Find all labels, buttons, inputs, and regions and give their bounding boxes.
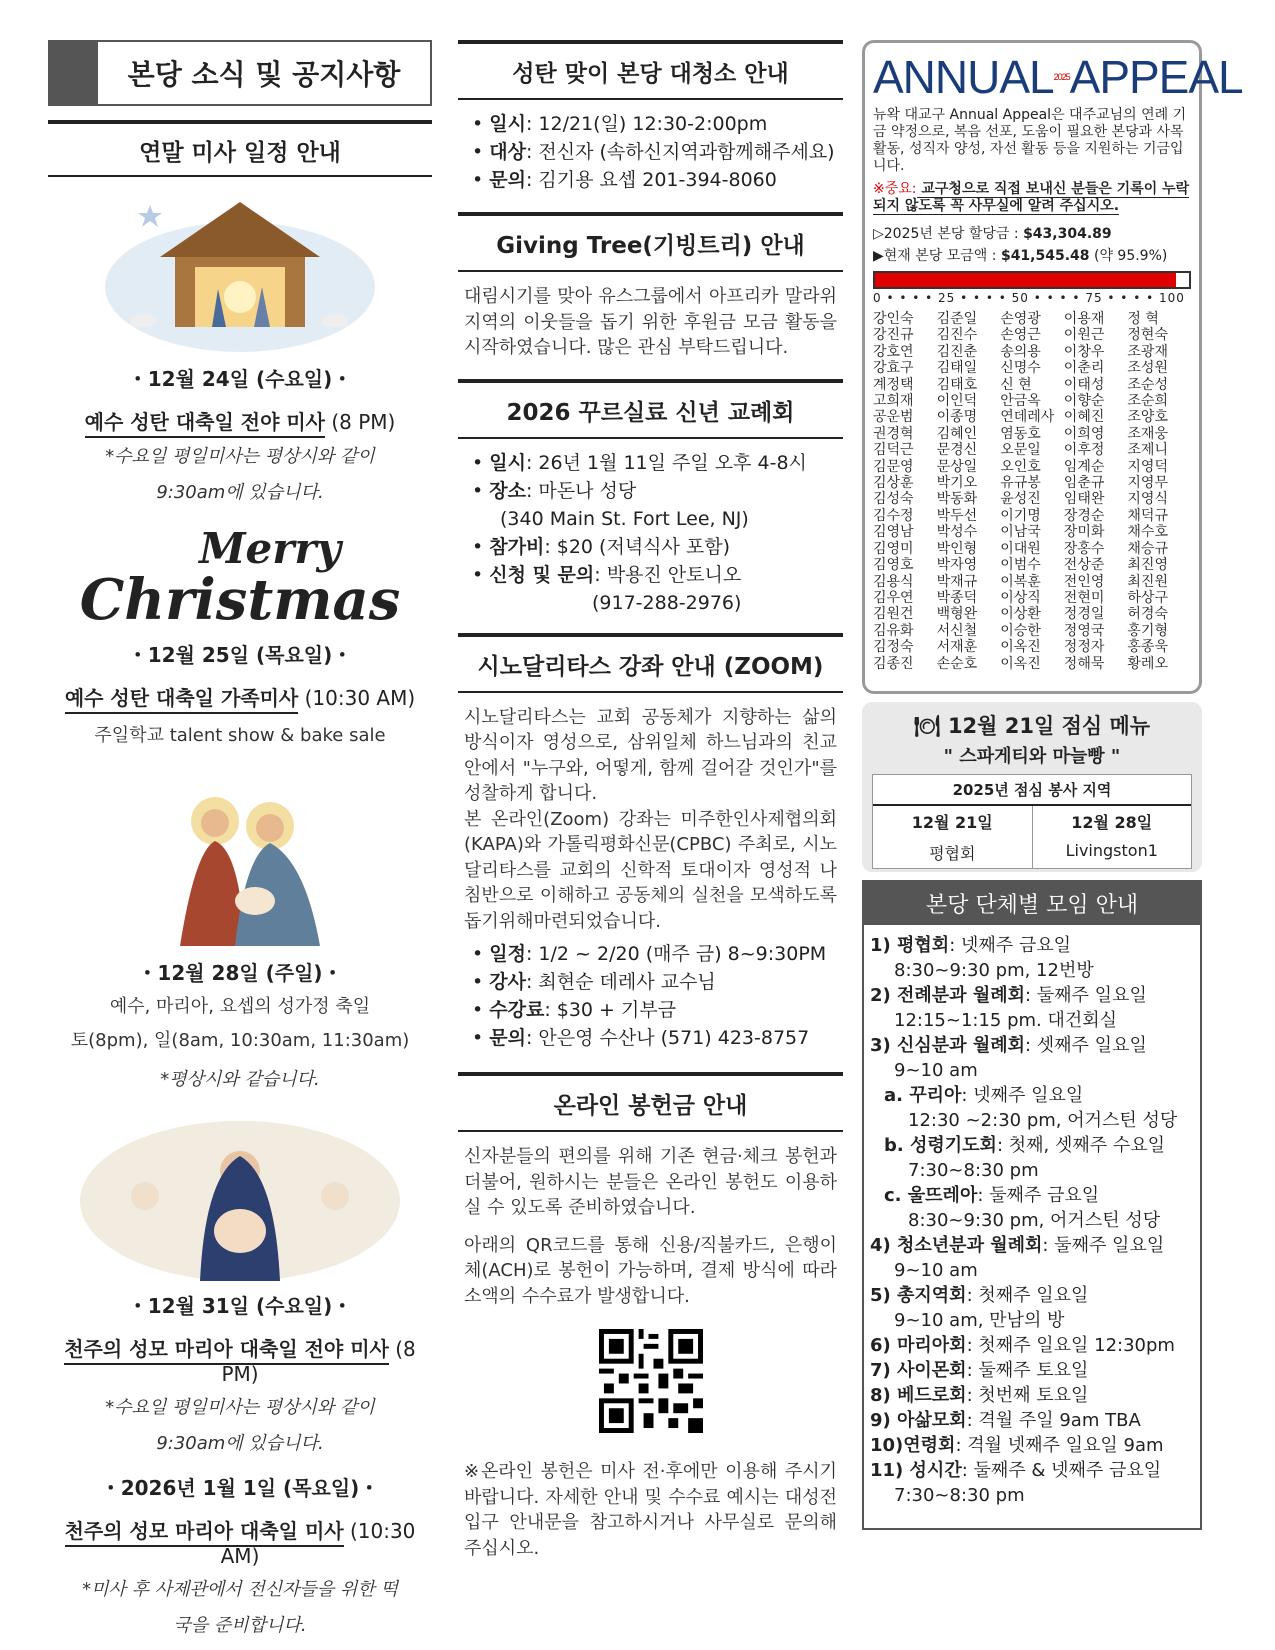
- donor-name: 이혜진: [1063, 409, 1105, 426]
- donor-name: 하상구: [1127, 589, 1168, 606]
- appeal-goal: ▷2025년 본당 할당금 : $43,304.89: [873, 226, 1112, 242]
- group-meeting-item: 6) 마리아회: 첫째주 일요일 12:30pm: [870, 1335, 1175, 1356]
- donor-name: 김진춘: [936, 343, 978, 360]
- cleaning-title: 성탄 맞이 본당 대청소 안내: [458, 40, 843, 100]
- donor-name: 박인형: [936, 540, 978, 557]
- donor-name: 조재웅: [1127, 425, 1168, 442]
- donor-name: 신 현: [1000, 376, 1032, 393]
- lunch-table-row: [873, 806, 1191, 837]
- group-meeting-item: 2) 전례분과 월례회: 둘째주 일요일 12:15~1:15 pm. 대건회실: [870, 985, 1147, 1031]
- appeal-raised: ▶현재 본당 모금액 : $41,545.48 (약 95.9%): [873, 248, 1168, 264]
- donor-name: 이기명: [1000, 507, 1041, 524]
- donor-name: 이후정: [1063, 442, 1105, 459]
- donor-name: 오문일: [1000, 442, 1041, 459]
- donor-name: 정정자: [1063, 639, 1105, 656]
- donor-name: 강인숙: [873, 311, 914, 327]
- jan1-mass: 천주의 성모 마리아 대축일 미사 (10:30 AM): [64, 1519, 416, 1568]
- online-offering-text2: 아래의 QR코드를 통해 신용/직불카드, 은행이체(ACH)로 봉헌이 가능하며, 결제 방식에 따라 소액의 수수료가 발생합니다.: [464, 1234, 837, 1307]
- donor-name: 이인덕: [936, 393, 978, 410]
- donor-name: 손영광: [1000, 311, 1041, 327]
- donor-name: 서재훈: [936, 639, 978, 656]
- donor-name: 김수정: [873, 507, 914, 524]
- appeal-progress-bar: [873, 271, 1191, 289]
- donor-name: 최진영: [1127, 557, 1168, 574]
- appeal-progress-scale: 0 • • • • 25 • • • • 50 • • • • 75 • • • • 100: [873, 291, 1185, 305]
- donor-name: 문상일: [936, 458, 978, 475]
- annual-appeal-box: [862, 40, 1243, 694]
- donor-name: 조순성: [1127, 376, 1168, 393]
- group-meetings-title: 본당 단체별 모임 안내: [864, 882, 1200, 925]
- donor-name: 박기오: [936, 475, 978, 492]
- donor-name: 이종명: [936, 409, 978, 426]
- donor-name: 박종덕: [936, 589, 978, 606]
- jan1-date: ・2026년 1월 1일 (목요일)・: [100, 1476, 380, 1500]
- donor-name: 이범수: [1000, 557, 1041, 574]
- donor-name: 김영미: [873, 540, 914, 557]
- donor-name: 강진규: [873, 327, 914, 344]
- donor-name: 손영근: [1000, 327, 1041, 344]
- donor-name: 채수호: [1127, 524, 1168, 541]
- donor-name: 이남국: [1000, 524, 1041, 541]
- group-meeting-item: 4) 청소년분과 월례회: 둘째주 일요일 9~10 am: [870, 1235, 1165, 1281]
- donor-name: 김용식: [873, 573, 914, 590]
- group-meetings-box: [862, 880, 1202, 1530]
- synodality-intro: 시노달리타스는 교회 공동체가 지향하는 삶의 방식이자 영성으로, 삼위일체 하느님과의 친교 안에서 "누구와, 어떻게, 함께 걸어갈 것인가"를 성찰하게 합니다. 본 온라인(Zoom) 강좌는 미주한인사제협의회(KAPA)와 가톨릭평화신문(CPBC) 주최로, 시노달리타스를 교회의 신학적 토대이자 영성적 나침반으로 이해하고 공동체의 실천을 모색하도록 돕기위해마련되었습니다.: [464, 706, 837, 932]
- donor-name: 최진원: [1127, 573, 1168, 590]
- column-notices: [458, 40, 843, 1573]
- cursillo-item: • 참가비: $20 (저녁식사 포함): [472, 533, 843, 561]
- donor-name: 조제니: [1127, 442, 1168, 459]
- donor-name: 고희재: [873, 393, 914, 410]
- cursillo-item: • 일시: 26년 1월 11일 주일 오후 4-8시: [472, 449, 843, 477]
- jan1-note: *미사 후 사제관에서 전신자들을 위한 떡국을 준비합니다.: [82, 1579, 398, 1636]
- donor-name: 백형완: [936, 606, 978, 623]
- donor-name: 정 혁: [1127, 311, 1159, 327]
- lunch-menu-box: [862, 702, 1202, 872]
- column-schedule: [48, 40, 432, 1644]
- nativity-stable-image: [100, 177, 380, 357]
- donor-name: 황레오: [1127, 655, 1168, 672]
- lunch-table-title: 2025년 점심 봉사 지역: [873, 775, 1191, 806]
- donor-name: 유규봉: [1000, 475, 1041, 492]
- donor-name: 이옥진: [1000, 639, 1041, 656]
- dec28-line2: 토(8pm), 일(8am, 10:30am, 11:30am): [70, 1030, 410, 1051]
- synodality-title: 시노달리타스 강좌 안내 (ZOOM): [458, 633, 843, 693]
- donor-name: 지영덕: [1127, 458, 1168, 475]
- synodality-list: [458, 936, 843, 1062]
- synodality-item: • 문의: 안은영 수산나 (571) 423-8757: [472, 1024, 843, 1052]
- donor-name: 김태호: [936, 376, 978, 393]
- lunch-group-cell: 평협회: [929, 844, 976, 863]
- dec31-note: *수요일 평일미사는 평상시와 같이 9:30am에 있습니다.: [105, 1397, 375, 1454]
- donor-name: 장홍수: [1063, 540, 1105, 557]
- donor-name: 권경혁: [873, 425, 914, 442]
- donor-name: 문경신: [936, 442, 978, 459]
- donor-name: 이상환: [1000, 606, 1041, 623]
- donor-name: 김진수: [936, 327, 978, 344]
- holy-family-image: [120, 781, 360, 951]
- synodality-item: • 수강료: $30 + 기부금: [472, 996, 843, 1024]
- donor-name: 연데레사: [1000, 409, 1055, 426]
- dec28-line1: 예수, 마리아, 요셉의 성가정 축일: [109, 996, 371, 1017]
- dec24-date: ・12월 24일 (수요일)・: [127, 367, 353, 391]
- donor-name: 박성수: [936, 524, 978, 541]
- donor-name: 김정숙: [873, 639, 914, 656]
- donor-name: 전현미: [1063, 589, 1105, 606]
- dec24-note: *수요일 평일미사는 평상시와 같이 9:30am에 있습니다.: [105, 446, 375, 503]
- donor-name: 정해묵: [1063, 655, 1105, 672]
- group-meeting-item: 8) 베드로회: 첫번째 토요일: [870, 1385, 1089, 1406]
- donor-name: 이원근: [1063, 327, 1105, 344]
- donor-name: 이춘리: [1063, 360, 1105, 377]
- donor-name: 정경일: [1063, 606, 1105, 623]
- donor-name: 김준일: [936, 311, 978, 327]
- cleaning-item: • 일시: 12/21(일) 12:30-2:00pm: [472, 110, 843, 138]
- donor-name: 전인영: [1063, 573, 1105, 590]
- donor-name: 김우연: [873, 589, 914, 606]
- donor-name: 강호연: [873, 343, 914, 360]
- donor-name: 이복훈: [1000, 573, 1041, 590]
- donor-name: 이대원: [1000, 540, 1041, 557]
- donor-name: 서신철: [936, 622, 978, 639]
- donor-names-grid: [873, 311, 1191, 672]
- annual-appeal-title: $ANNUAL^{2025}APPEAL$: [873, 51, 1243, 103]
- dec28-date: ・12월 28일 (주일)・: [137, 961, 343, 985]
- lunch-menu: " 스파게티와 마늘빵 ": [943, 746, 1121, 767]
- donor-name: 이상직: [1000, 589, 1041, 606]
- donor-name: 이태성: [1063, 376, 1105, 393]
- donor-name: 장경순: [1063, 507, 1105, 524]
- header-accent-bar: [50, 42, 98, 104]
- donor-name: 손순호: [936, 655, 978, 672]
- donor-name: 홍종욱: [1127, 639, 1168, 656]
- group-meeting-item: 7) 사이몬회: 둘째주 토요일: [870, 1360, 1089, 1381]
- donor-name: 오인호: [1000, 458, 1041, 475]
- merry-christmas-lettering: Merry Christmas: [79, 524, 401, 633]
- donor-name: 박동화: [936, 491, 978, 508]
- donor-name: 송의용: [1000, 343, 1041, 360]
- dec24-mass: 예수 성탄 대축일 전야 미사 (8 PM): [48, 406, 432, 435]
- group-meetings-list: [864, 925, 1200, 1516]
- dec31-date: ・12월 31일 (수요일)・: [127, 1294, 353, 1318]
- donor-name: 채승규: [1127, 540, 1168, 557]
- donor-name: 홍기형: [1127, 622, 1168, 639]
- donor-name: 윤성진: [1000, 491, 1041, 508]
- donor-name: 조광재: [1127, 343, 1168, 360]
- cursillo-item: (917-288-2976): [592, 591, 742, 614]
- dec25-mass: 예수 성탄 대축일 가족미사 (10:30 AM): [48, 682, 432, 711]
- donor-name: 전상준: [1063, 557, 1105, 574]
- donor-name: 김문영: [873, 458, 914, 475]
- group-meeting-item: 1) 평협회: 넷째주 금요일 8:30~9:30 pm, 12번방: [870, 935, 1094, 981]
- appeal-important: ※중요: 교구청으로 직접 보내신 분들은 기록이 누락되지 않도록 꼭 사무실에 알려 주십시오.: [873, 181, 1190, 214]
- dining-icon: 🍽: [913, 714, 948, 738]
- donor-name: 안금옥: [1000, 393, 1041, 410]
- lunch-date-cell: 12월 28일: [1032, 806, 1192, 837]
- cursillo-item: • 신청 및 문의: 박용진 안토니오: [472, 561, 843, 589]
- giving-tree-text: 대림시기를 맞아 유스그룹에서 아프리카 말라위 지역의 이웃들을 돕기 위한 후원금 모금 활동을 시작하였습니다. 많은 관심 부탁드립니다.: [464, 286, 837, 358]
- online-offering-text1: 신자분들의 편의를 위해 기존 현금·체크 봉헌과 더불어, 원하시는 분들은 온라인 봉헌도 이용하실 수 있도록 준비하였습니다.: [464, 1146, 837, 1218]
- cursillo-item: • 장소: 마돈나 성당: [472, 477, 843, 505]
- donor-name: 강효구: [873, 360, 914, 377]
- donor-name: 정영국: [1063, 622, 1105, 639]
- cleaning-item: • 문의: 김기용 요셉 201-394-8060: [472, 166, 843, 194]
- online-offering-title: 온라인 봉헌금 안내: [458, 1072, 843, 1132]
- donor-name: 김혜인: [936, 425, 978, 442]
- column-appeal: [862, 40, 1243, 1530]
- donor-name: 김상훈: [873, 475, 914, 492]
- donor-name: 김유화: [873, 622, 914, 639]
- donor-name: 이옥진: [1000, 655, 1041, 672]
- lunch-date-cell: 12월 21일: [911, 813, 993, 832]
- madonna-child-image: [75, 1116, 405, 1286]
- donor-name: 박재규: [936, 573, 978, 590]
- donor-name: 김태일: [936, 360, 978, 377]
- group-meeting-item: 5) 총지역회: 첫째주 일요일 9~10 am, 만남의 방: [870, 1285, 1089, 1331]
- group-meeting-item: 9) 아삶모회: 격월 주일 9am TBA: [870, 1410, 1141, 1431]
- lunch-table-row: [873, 837, 1191, 868]
- group-meeting-item: b. 성령기도회: 첫째, 셋째주 수요일 7:30~8:30 pm: [884, 1135, 1165, 1181]
- donor-name: 지영식: [1127, 491, 1168, 508]
- appeal-progress-fill: [875, 273, 1176, 287]
- donor-name: 이창우: [1063, 343, 1105, 360]
- donor-name: 김성숙: [873, 491, 914, 508]
- cursillo-item: (340 Main St. Fort Lee, NJ): [500, 507, 749, 530]
- schedule-title: 연말 미사 일정 안내: [48, 120, 432, 177]
- group-meeting-item: 3) 신심분과 월례회: 셋째주 일요일 9~10 am: [870, 1035, 1147, 1081]
- synodality-item: • 일정: 1/2 ~ 2/20 (매주 금) 8~9:30PM: [472, 940, 843, 968]
- group-meeting-item: 11) 성시간: 둘째주 & 넷째주 금요일 7:30~8:30 pm: [870, 1460, 1162, 1506]
- donor-name: 조양호: [1127, 409, 1168, 426]
- appeal-description: 뉴왁 대교구 Annual Appeal은 대주교님의 연례 기금 약정으로, 복음 선포, 도움이 필요한 본당과 사목 활동, 성직자 양성, 자선 활동 등을 지원하는 기금입니다.: [873, 107, 1187, 174]
- donor-name: 채덕규: [1127, 507, 1168, 524]
- donor-name: 이승한: [1000, 622, 1041, 639]
- donor-name: 조성원: [1127, 360, 1168, 377]
- donor-name: 김원건: [873, 606, 914, 623]
- donor-name: 임태완: [1063, 491, 1105, 508]
- donor-name: 정현숙: [1127, 327, 1168, 344]
- cursillo-list: [458, 439, 843, 627]
- dec28-note: *평상시와 같습니다.: [160, 1069, 320, 1090]
- donor-name: 신명수: [1000, 360, 1041, 377]
- donor-name: 지영무: [1127, 475, 1168, 492]
- qr-code[interactable]: [599, 1329, 703, 1433]
- lunch-title: 🍽 12월 21일 점심 메뉴: [913, 714, 1151, 738]
- donor-name: 이용재: [1063, 311, 1105, 327]
- synodality-item: • 강사: 최현순 데레사 교수님: [472, 968, 843, 996]
- group-meeting-item: a. 꾸리아: 넷째주 일요일 12:30 ~2:30 pm, 어거스틴 성당: [884, 1085, 1178, 1131]
- dec31-mass: 천주의 성모 마리아 대축일 전야 미사 (8 PM): [64, 1337, 416, 1386]
- section-header-box: [48, 40, 432, 106]
- lunch-group-cell: Livingston1: [1032, 837, 1192, 868]
- donor-name: 이희영: [1063, 425, 1105, 442]
- dec25-note: 주일학교 talent show & bake sale: [94, 725, 386, 746]
- group-meeting-item: 10)연령회: 격월 넷째주 일요일 9am: [870, 1435, 1164, 1456]
- dec25-date: ・12월 25일 (목요일)・: [127, 643, 353, 667]
- donor-name: 박자영: [936, 557, 978, 574]
- donor-name: 장미화: [1063, 524, 1105, 541]
- cleaning-list: [458, 100, 843, 204]
- donor-name: 김덕근: [873, 442, 914, 459]
- donor-name: 임춘규: [1063, 475, 1105, 492]
- donor-name: 공운범: [873, 409, 914, 426]
- donor-name: 김영남: [873, 524, 914, 541]
- donor-name: 허경숙: [1127, 606, 1168, 623]
- donor-name: 염동호: [1000, 425, 1041, 442]
- donor-name: 이향순: [1063, 393, 1105, 410]
- donor-name: 김종진: [873, 655, 914, 672]
- donor-name: 김영호: [873, 557, 914, 574]
- cursillo-title: 2026 꾸르실료 신년 교례회: [458, 379, 843, 439]
- section-header: 본당 소식 및 공지사항: [127, 58, 401, 91]
- giving-tree-title: Giving Tree(기빙트리) 안내: [458, 212, 843, 272]
- donor-name: 계정택: [873, 376, 914, 393]
- cleaning-item: • 대상: 전신자 (속하신지역과함께해주세요): [472, 138, 843, 166]
- group-meeting-item: c. 울뜨레아: 둘째주 금요일 8:30~9:30 pm, 어거스틴 성당: [884, 1185, 1161, 1231]
- online-offering-note: ※온라인 봉헌은 미사 전·후에만 이용해 주시기 바랍니다. 자세한 안내 및 수수료 예시는 대성전 입구 안내문을 참고하시거나 사무실로 문의해 주십시오.: [464, 1461, 837, 1559]
- lunch-service-table: [872, 774, 1192, 869]
- donor-name: 임계순: [1063, 458, 1105, 475]
- donor-name: 박두선: [936, 507, 978, 524]
- donor-name: 조순희: [1127, 393, 1168, 410]
